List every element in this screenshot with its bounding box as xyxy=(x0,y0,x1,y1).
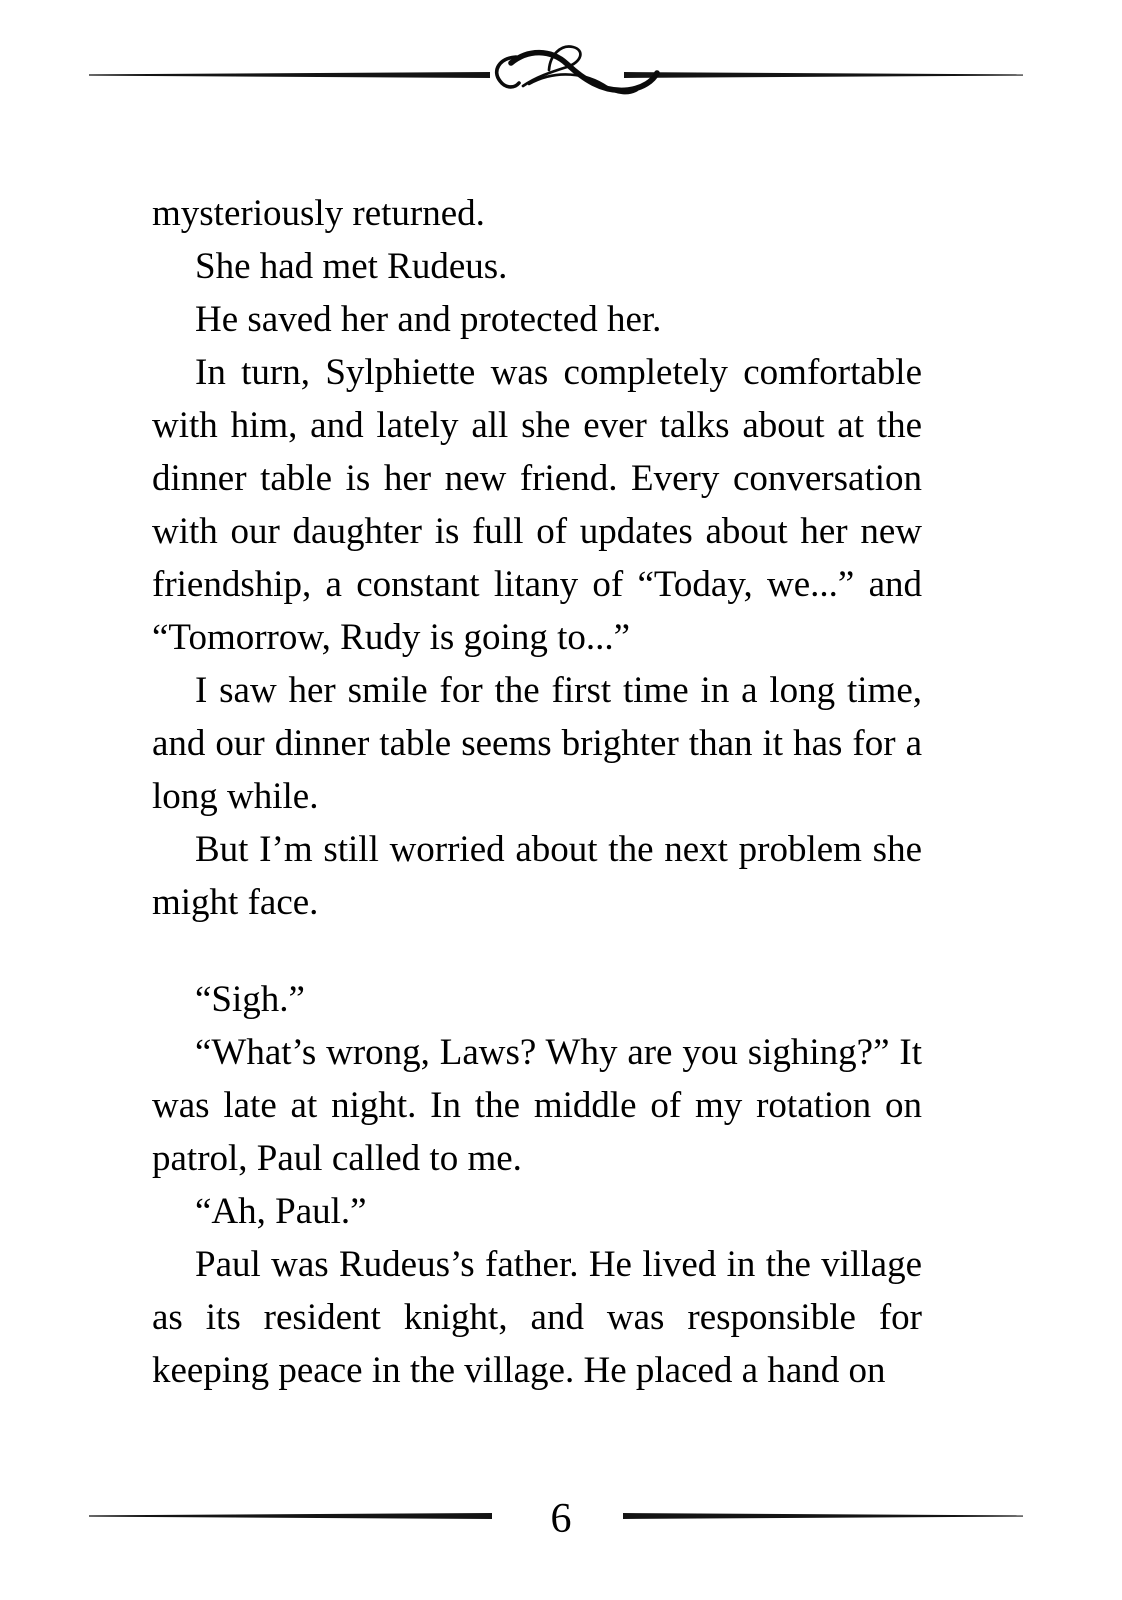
tapered-rule-left-icon xyxy=(89,72,490,78)
text-block xyxy=(152,187,922,1397)
text-line: friendship, a constant litany of “Today, we...” and xyxy=(152,564,922,605)
text-line: He saved her and protected her. xyxy=(195,299,662,340)
text-line: with our daughter is full of updates about her new xyxy=(152,511,922,552)
text-line: She had met Rudeus. xyxy=(195,246,508,287)
text-line: with him, and lately all she ever talks about at the xyxy=(152,405,922,446)
text-line: “What’s wrong, Laws? Why are you sighing?” It xyxy=(195,1032,922,1073)
text-line: “Ah, Paul.” xyxy=(195,1191,367,1232)
page-number: 6 xyxy=(550,1496,572,1542)
text-line: might face. xyxy=(152,882,319,923)
text-line: “Tomorrow, Rudy is going to...” xyxy=(152,617,631,658)
text-line: and our dinner table seems brighter than it has for a xyxy=(152,723,922,764)
text-line: dinner table is her new friend. Every conversation xyxy=(152,458,922,499)
text-line: “Sigh.” xyxy=(195,979,305,1020)
text-line: Paul was Rudeus’s father. He lived in the village xyxy=(195,1244,922,1285)
text-line: But I’m still worried about the next problem she xyxy=(195,829,922,870)
text-line: In turn, Sylphiette was completely comfortable xyxy=(195,352,922,393)
text-line: mysteriously returned. xyxy=(152,193,485,234)
text-line: keeping peace in the village. He placed a hand on xyxy=(152,1350,886,1391)
calligraphic-flourish-icon xyxy=(497,47,657,94)
text-line: was late at night. In the middle of my rotation on xyxy=(152,1085,922,1126)
tapered-rule-right-icon xyxy=(624,72,1023,78)
text-line: long while. xyxy=(152,776,319,817)
header-divider-ornament xyxy=(0,0,1122,130)
text-line: I saw her smile for the first time in a long time, xyxy=(195,670,922,711)
text-line: as its resident knight, and was responsible for xyxy=(152,1297,922,1338)
text-line: patrol, Paul called to me. xyxy=(152,1138,522,1179)
